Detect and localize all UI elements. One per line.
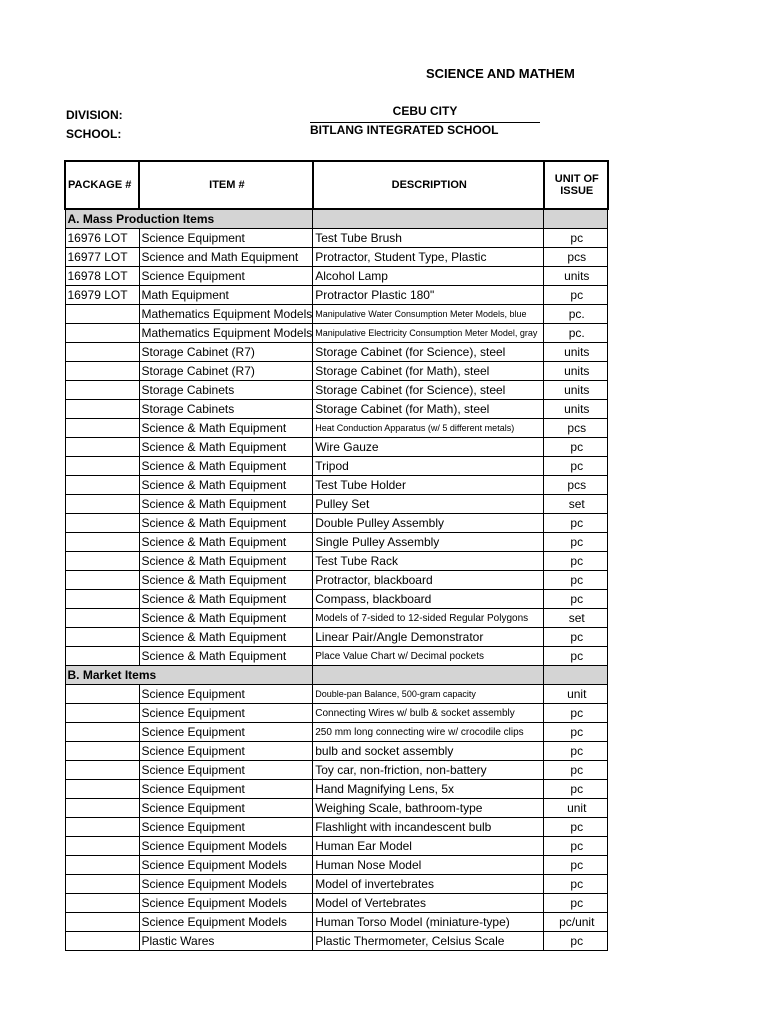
- unit-cell: pc.: [544, 305, 608, 324]
- document-title: SCIENCE AND MATHEM: [426, 66, 575, 81]
- section-empty-cell: [313, 666, 544, 685]
- unit-cell: pc: [544, 514, 608, 533]
- package-cell: [65, 305, 139, 324]
- unit-cell: pc.: [544, 324, 608, 343]
- package-cell: [65, 837, 139, 856]
- table-row: [65, 894, 608, 913]
- item-cell: Mathematics Equipment Models: [139, 305, 313, 324]
- unit-cell: pc/unit: [544, 913, 608, 932]
- package-cell: [65, 343, 139, 362]
- description-cell: Pulley Set: [313, 495, 544, 514]
- unit-cell: pc: [544, 286, 608, 305]
- description-cell: Wire Gauze: [313, 438, 544, 457]
- unit-cell: pcs: [544, 248, 608, 267]
- item-cell: Science Equipment: [139, 742, 313, 761]
- package-cell: 16976 LOT: [65, 229, 139, 248]
- item-cell: Science & Math Equipment: [139, 571, 313, 590]
- division-value: CEBU CITY: [310, 104, 540, 123]
- description-cell: Human Torso Model (miniature-type): [313, 913, 544, 932]
- description-cell: Single Pulley Assembly: [313, 533, 544, 552]
- school-value: BITLANG INTEGRATED SCHOOL: [310, 123, 499, 137]
- table-row: [65, 419, 608, 438]
- package-cell: [65, 362, 139, 381]
- item-cell: Science and Math Equipment: [139, 248, 313, 267]
- table-row: [65, 229, 608, 248]
- unit-cell: pc: [544, 894, 608, 913]
- unit-cell: pc: [544, 438, 608, 457]
- unit-cell: pc: [544, 818, 608, 837]
- table-row: [65, 647, 608, 666]
- unit-cell: pc: [544, 704, 608, 723]
- table-row: [65, 818, 608, 837]
- description-cell: Models of 7-sided to 12-sided Regular Polygons: [313, 609, 544, 628]
- table-row: [65, 514, 608, 533]
- table-row: [65, 856, 608, 875]
- item-cell: Storage Cabinet (R7): [139, 343, 313, 362]
- unit-cell: unit: [544, 685, 608, 704]
- description-cell: Test Tube Brush: [313, 229, 544, 248]
- division-label: DIVISION:: [66, 108, 123, 122]
- item-cell: Science & Math Equipment: [139, 457, 313, 476]
- description-cell: Protractor, Student Type, Plastic: [313, 248, 544, 267]
- table-row: [65, 685, 608, 704]
- unit-cell: pc: [544, 761, 608, 780]
- package-cell: [65, 647, 139, 666]
- unit-cell: set: [544, 609, 608, 628]
- package-cell: [65, 609, 139, 628]
- item-cell: Storage Cabinets: [139, 400, 313, 419]
- unit-cell: units: [544, 343, 608, 362]
- description-cell: Heat Conduction Apparatus (w/ 5 different metals): [313, 419, 544, 438]
- item-cell: Science & Math Equipment: [139, 514, 313, 533]
- table-row: [65, 875, 608, 894]
- unit-cell: pc: [544, 457, 608, 476]
- item-cell: Science & Math Equipment: [139, 476, 313, 495]
- description-cell: Plastic Thermometer, Celsius Scale: [313, 932, 544, 951]
- description-cell: Storage Cabinet (for Science), steel: [313, 381, 544, 400]
- unit-cell: pc: [544, 856, 608, 875]
- table-row: [65, 799, 608, 818]
- package-cell: [65, 533, 139, 552]
- item-cell: Science Equipment: [139, 780, 313, 799]
- unit-cell: pc: [544, 628, 608, 647]
- description-cell: 250 mm long connecting wire w/ crocodile clips: [313, 723, 544, 742]
- description-cell: Human Ear Model: [313, 837, 544, 856]
- package-cell: 16978 LOT: [65, 267, 139, 286]
- package-cell: [65, 552, 139, 571]
- item-cell: Science & Math Equipment: [139, 609, 313, 628]
- table-row: [65, 913, 608, 932]
- description-cell: Storage Cabinet (for Math), steel: [313, 362, 544, 381]
- table-row: [65, 476, 608, 495]
- package-cell: [65, 514, 139, 533]
- unit-cell: units: [544, 362, 608, 381]
- unit-cell: pc: [544, 742, 608, 761]
- item-cell: Math Equipment: [139, 286, 313, 305]
- package-cell: [65, 780, 139, 799]
- item-cell: Science Equipment: [139, 723, 313, 742]
- header-unit-of-issue: UNIT OF ISSUE: [544, 161, 608, 209]
- description-cell: Storage Cabinet (for Science), steel: [313, 343, 544, 362]
- description-cell: Double Pulley Assembly: [313, 514, 544, 533]
- package-cell: [65, 932, 139, 951]
- item-cell: Science Equipment Models: [139, 894, 313, 913]
- item-cell: Science Equipment Models: [139, 913, 313, 932]
- unit-cell: pc: [544, 932, 608, 951]
- description-cell: Human Nose Model: [313, 856, 544, 875]
- item-cell: Storage Cabinet (R7): [139, 362, 313, 381]
- section-empty-cell: [313, 209, 544, 229]
- item-cell: Science Equipment: [139, 229, 313, 248]
- table-row: [65, 362, 608, 381]
- item-cell: Science Equipment Models: [139, 837, 313, 856]
- description-cell: Manipulative Water Consumption Meter Models, blue: [313, 305, 544, 324]
- section-row: [65, 666, 608, 685]
- header-package: PACKAGE #: [65, 161, 139, 209]
- table-row: [65, 286, 608, 305]
- item-cell: Science & Math Equipment: [139, 647, 313, 666]
- description-cell: bulb and socket assembly: [313, 742, 544, 761]
- table-row: [65, 457, 608, 476]
- item-cell: Mathematics Equipment Models: [139, 324, 313, 343]
- table-row: [65, 267, 608, 286]
- item-cell: Science Equipment: [139, 761, 313, 780]
- unit-cell: set: [544, 495, 608, 514]
- description-cell: Connecting Wires w/ bulb & socket assembly: [313, 704, 544, 723]
- section-empty-cell: [544, 209, 608, 229]
- item-cell: Science & Math Equipment: [139, 533, 313, 552]
- description-cell: Flashlight with incandescent bulb: [313, 818, 544, 837]
- package-cell: [65, 685, 139, 704]
- package-cell: [65, 324, 139, 343]
- item-cell: Science & Math Equipment: [139, 552, 313, 571]
- description-cell: Test Tube Rack: [313, 552, 544, 571]
- table-row: [65, 381, 608, 400]
- description-cell: Toy car, non-friction, non-battery: [313, 761, 544, 780]
- table-row: [65, 533, 608, 552]
- table-row: [65, 837, 608, 856]
- unit-cell: pc: [544, 571, 608, 590]
- header-item: ITEM #: [139, 161, 313, 209]
- table-row: [65, 438, 608, 457]
- package-cell: [65, 894, 139, 913]
- table-row: [65, 552, 608, 571]
- table-row: [65, 343, 608, 362]
- description-cell: Model of invertebrates: [313, 875, 544, 894]
- header-description: DESCRIPTION: [313, 161, 544, 209]
- unit-cell: pc: [544, 552, 608, 571]
- item-cell: Science & Math Equipment: [139, 419, 313, 438]
- table-body: [65, 209, 608, 951]
- item-cell: Science Equipment: [139, 818, 313, 837]
- description-cell: Tripod: [313, 457, 544, 476]
- item-cell: Science & Math Equipment: [139, 590, 313, 609]
- table-row: [65, 780, 608, 799]
- unit-cell: pc: [544, 590, 608, 609]
- unit-cell: pc: [544, 875, 608, 894]
- description-cell: Alcohol Lamp: [313, 267, 544, 286]
- table-row: [65, 324, 608, 343]
- package-cell: [65, 723, 139, 742]
- unit-cell: pc: [544, 780, 608, 799]
- unit-cell: pcs: [544, 476, 608, 495]
- unit-cell: units: [544, 381, 608, 400]
- table-row: [65, 400, 608, 419]
- table-row: [65, 704, 608, 723]
- table-header-row: [65, 161, 608, 209]
- table-row: [65, 609, 608, 628]
- description-cell: Linear Pair/Angle Demonstrator: [313, 628, 544, 647]
- package-cell: [65, 856, 139, 875]
- table-row: [65, 742, 608, 761]
- table-row: [65, 495, 608, 514]
- item-cell: Plastic Wares: [139, 932, 313, 951]
- table-row: [65, 723, 608, 742]
- package-cell: [65, 761, 139, 780]
- package-cell: 16977 LOT: [65, 248, 139, 267]
- description-cell: Protractor Plastic 180": [313, 286, 544, 305]
- description-cell: Protractor, blackboard: [313, 571, 544, 590]
- package-cell: [65, 913, 139, 932]
- package-cell: [65, 799, 139, 818]
- package-cell: [65, 457, 139, 476]
- table-row: [65, 590, 608, 609]
- description-cell: Place Value Chart w/ Decimal pockets: [313, 647, 544, 666]
- item-cell: Science Equipment: [139, 267, 313, 286]
- section-empty-cell: [544, 666, 608, 685]
- table-row: [65, 628, 608, 647]
- package-cell: 16979 LOT: [65, 286, 139, 305]
- section-row: [65, 209, 608, 229]
- description-cell: Model of Vertebrates: [313, 894, 544, 913]
- item-cell: Science & Math Equipment: [139, 495, 313, 514]
- package-cell: [65, 381, 139, 400]
- package-cell: [65, 628, 139, 647]
- item-cell: Science Equipment Models: [139, 856, 313, 875]
- unit-cell: units: [544, 267, 608, 286]
- description-cell: Test Tube Holder: [313, 476, 544, 495]
- item-cell: Science Equipment: [139, 799, 313, 818]
- description-cell: Weighing Scale, bathroom-type: [313, 799, 544, 818]
- package-cell: [65, 818, 139, 837]
- item-cell: Science & Math Equipment: [139, 438, 313, 457]
- package-cell: [65, 571, 139, 590]
- description-cell: Manipulative Electricity Consumption Meter Model, gray: [313, 324, 544, 343]
- table-row: [65, 932, 608, 951]
- description-cell: Double-pan Balance, 500-gram capacity: [313, 685, 544, 704]
- description-cell: Hand Magnifying Lens, 5x: [313, 780, 544, 799]
- section-title: A. Mass Production Items: [65, 209, 313, 229]
- table-row: [65, 248, 608, 267]
- description-cell: Storage Cabinet (for Math), steel: [313, 400, 544, 419]
- items-table: [64, 160, 609, 951]
- unit-cell: unit: [544, 799, 608, 818]
- unit-cell: pc: [544, 723, 608, 742]
- item-cell: Storage Cabinets: [139, 381, 313, 400]
- package-cell: [65, 476, 139, 495]
- package-cell: [65, 495, 139, 514]
- package-cell: [65, 875, 139, 894]
- school-label: SCHOOL:: [66, 127, 122, 141]
- description-cell: Compass, blackboard: [313, 590, 544, 609]
- unit-cell: pc: [544, 533, 608, 552]
- table-row: [65, 305, 608, 324]
- package-cell: [65, 419, 139, 438]
- unit-cell: units: [544, 400, 608, 419]
- package-cell: [65, 590, 139, 609]
- package-cell: [65, 742, 139, 761]
- unit-cell: pc: [544, 647, 608, 666]
- section-title: B. Market Items: [65, 666, 313, 685]
- table-row: [65, 761, 608, 780]
- item-cell: Science & Math Equipment: [139, 628, 313, 647]
- item-cell: Science Equipment Models: [139, 875, 313, 894]
- package-cell: [65, 438, 139, 457]
- item-cell: Science Equipment: [139, 704, 313, 723]
- unit-cell: pc: [544, 229, 608, 248]
- package-cell: [65, 704, 139, 723]
- unit-cell: pcs: [544, 419, 608, 438]
- package-cell: [65, 400, 139, 419]
- table-row: [65, 571, 608, 590]
- item-cell: Science Equipment: [139, 685, 313, 704]
- unit-cell: pc: [544, 837, 608, 856]
